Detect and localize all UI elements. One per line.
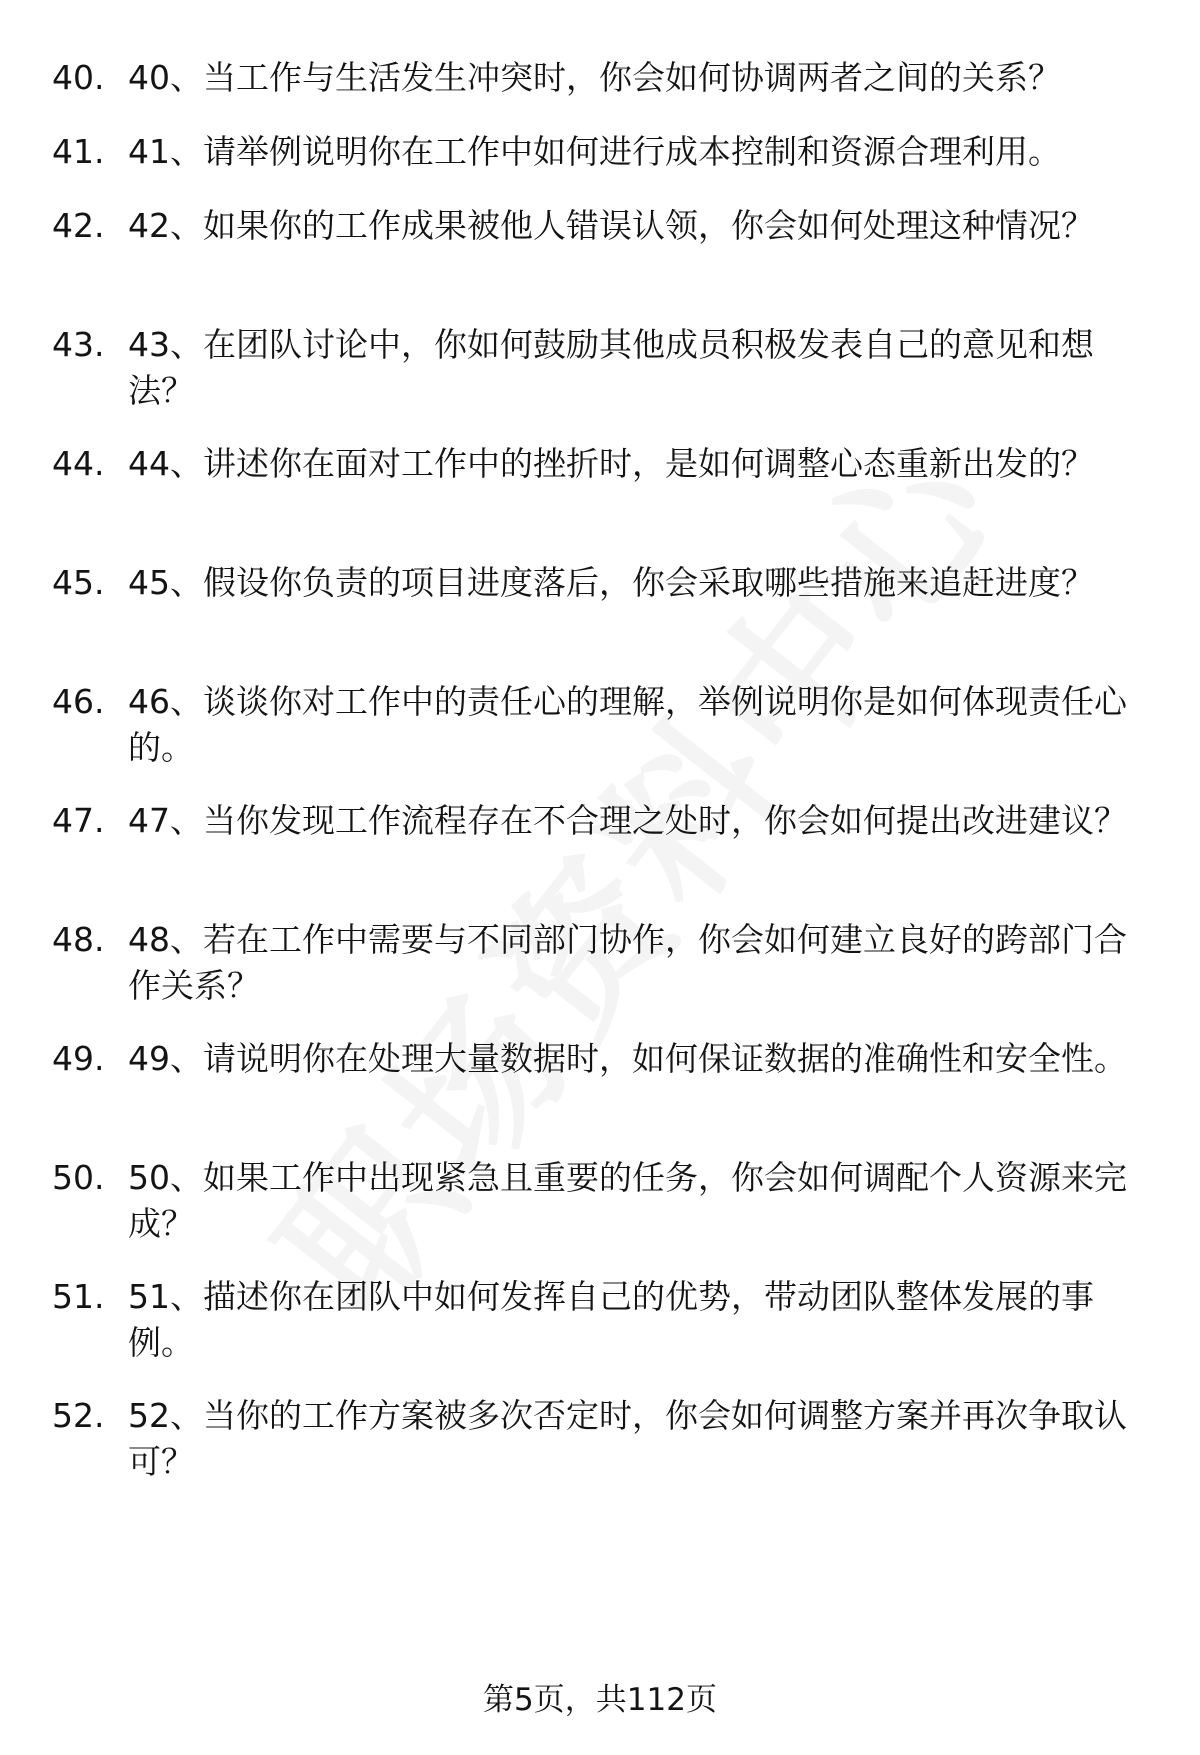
question-text: 41、请举例说明你在工作中如何进行成本控制和资源合理利用。 (128, 132, 1061, 171)
question-number: 45. (52, 563, 105, 602)
question-item (52, 1274, 1152, 1366)
question-text: 51、描述你在团队中如何发挥自己的优势，带动团队整体发展的事例。 (128, 1277, 1094, 1362)
question-item (52, 1393, 1152, 1485)
question-text: 40、当工作与生活发生冲突时，你会如何协调两者之间的关系？ (128, 58, 1061, 97)
question-text: 45、假设你负责的项目进度落后，你会采取哪些措施来追赶进度？ (128, 563, 1094, 602)
question-item (52, 322, 1152, 414)
question-text: 52、当你的工作方案被多次否定时，你会如何调整方案并再次争取认可？ (128, 1396, 1127, 1481)
question-item (52, 203, 1152, 249)
question-text: 48、若在工作中需要与不同部门协作，你会如何建立良好的跨部门合作关系？ (128, 920, 1127, 1005)
question-number: 43. (52, 325, 105, 364)
question-text: 43、在团队讨论中，你如何鼓励其他成员积极发表自己的意见和想法？ (128, 325, 1094, 410)
question-number: 51. (52, 1277, 105, 1316)
question-item (52, 441, 1152, 487)
question-text: 50、如果工作中出现紧急且重要的任务，你会如何调配个人资源来完成？ (128, 1158, 1127, 1243)
question-number: 46. (52, 682, 105, 721)
question-item (52, 917, 1152, 1009)
page-indicator: 第5页，共112页 (483, 1682, 717, 1718)
question-item (52, 560, 1152, 606)
question-item (52, 1155, 1152, 1247)
question-text: 47、当你发现工作流程存在不合理之处时，你会如何提出改进建议？ (128, 801, 1127, 840)
question-text: 49、请说明你在处理大量数据时，如何保证数据的准确性和安全性。 (128, 1039, 1127, 1078)
question-text: 46、谈谈你对工作中的责任心的理解，举例说明你是如何体现责任心的。 (128, 682, 1127, 767)
question-item (52, 129, 1152, 175)
question-item (52, 55, 1152, 101)
question-text: 42、如果你的工作成果被他人错误认领，你会如何处理这种情况？ (128, 206, 1094, 245)
question-text: 44、讲述你在面对工作中的挫折时，是如何调整心态重新出发的？ (128, 444, 1094, 483)
question-number: 47. (52, 801, 105, 840)
question-number: 52. (52, 1396, 105, 1435)
question-item (52, 798, 1152, 844)
question-number: 42. (52, 206, 105, 245)
question-number: 41. (52, 132, 105, 171)
question-number: 49. (52, 1039, 105, 1078)
question-number: 44. (52, 444, 105, 483)
question-item (52, 1036, 1152, 1082)
question-number: 40. (52, 58, 105, 97)
question-number: 50. (52, 1158, 105, 1197)
question-number: 48. (52, 920, 105, 959)
question-item (52, 679, 1152, 771)
